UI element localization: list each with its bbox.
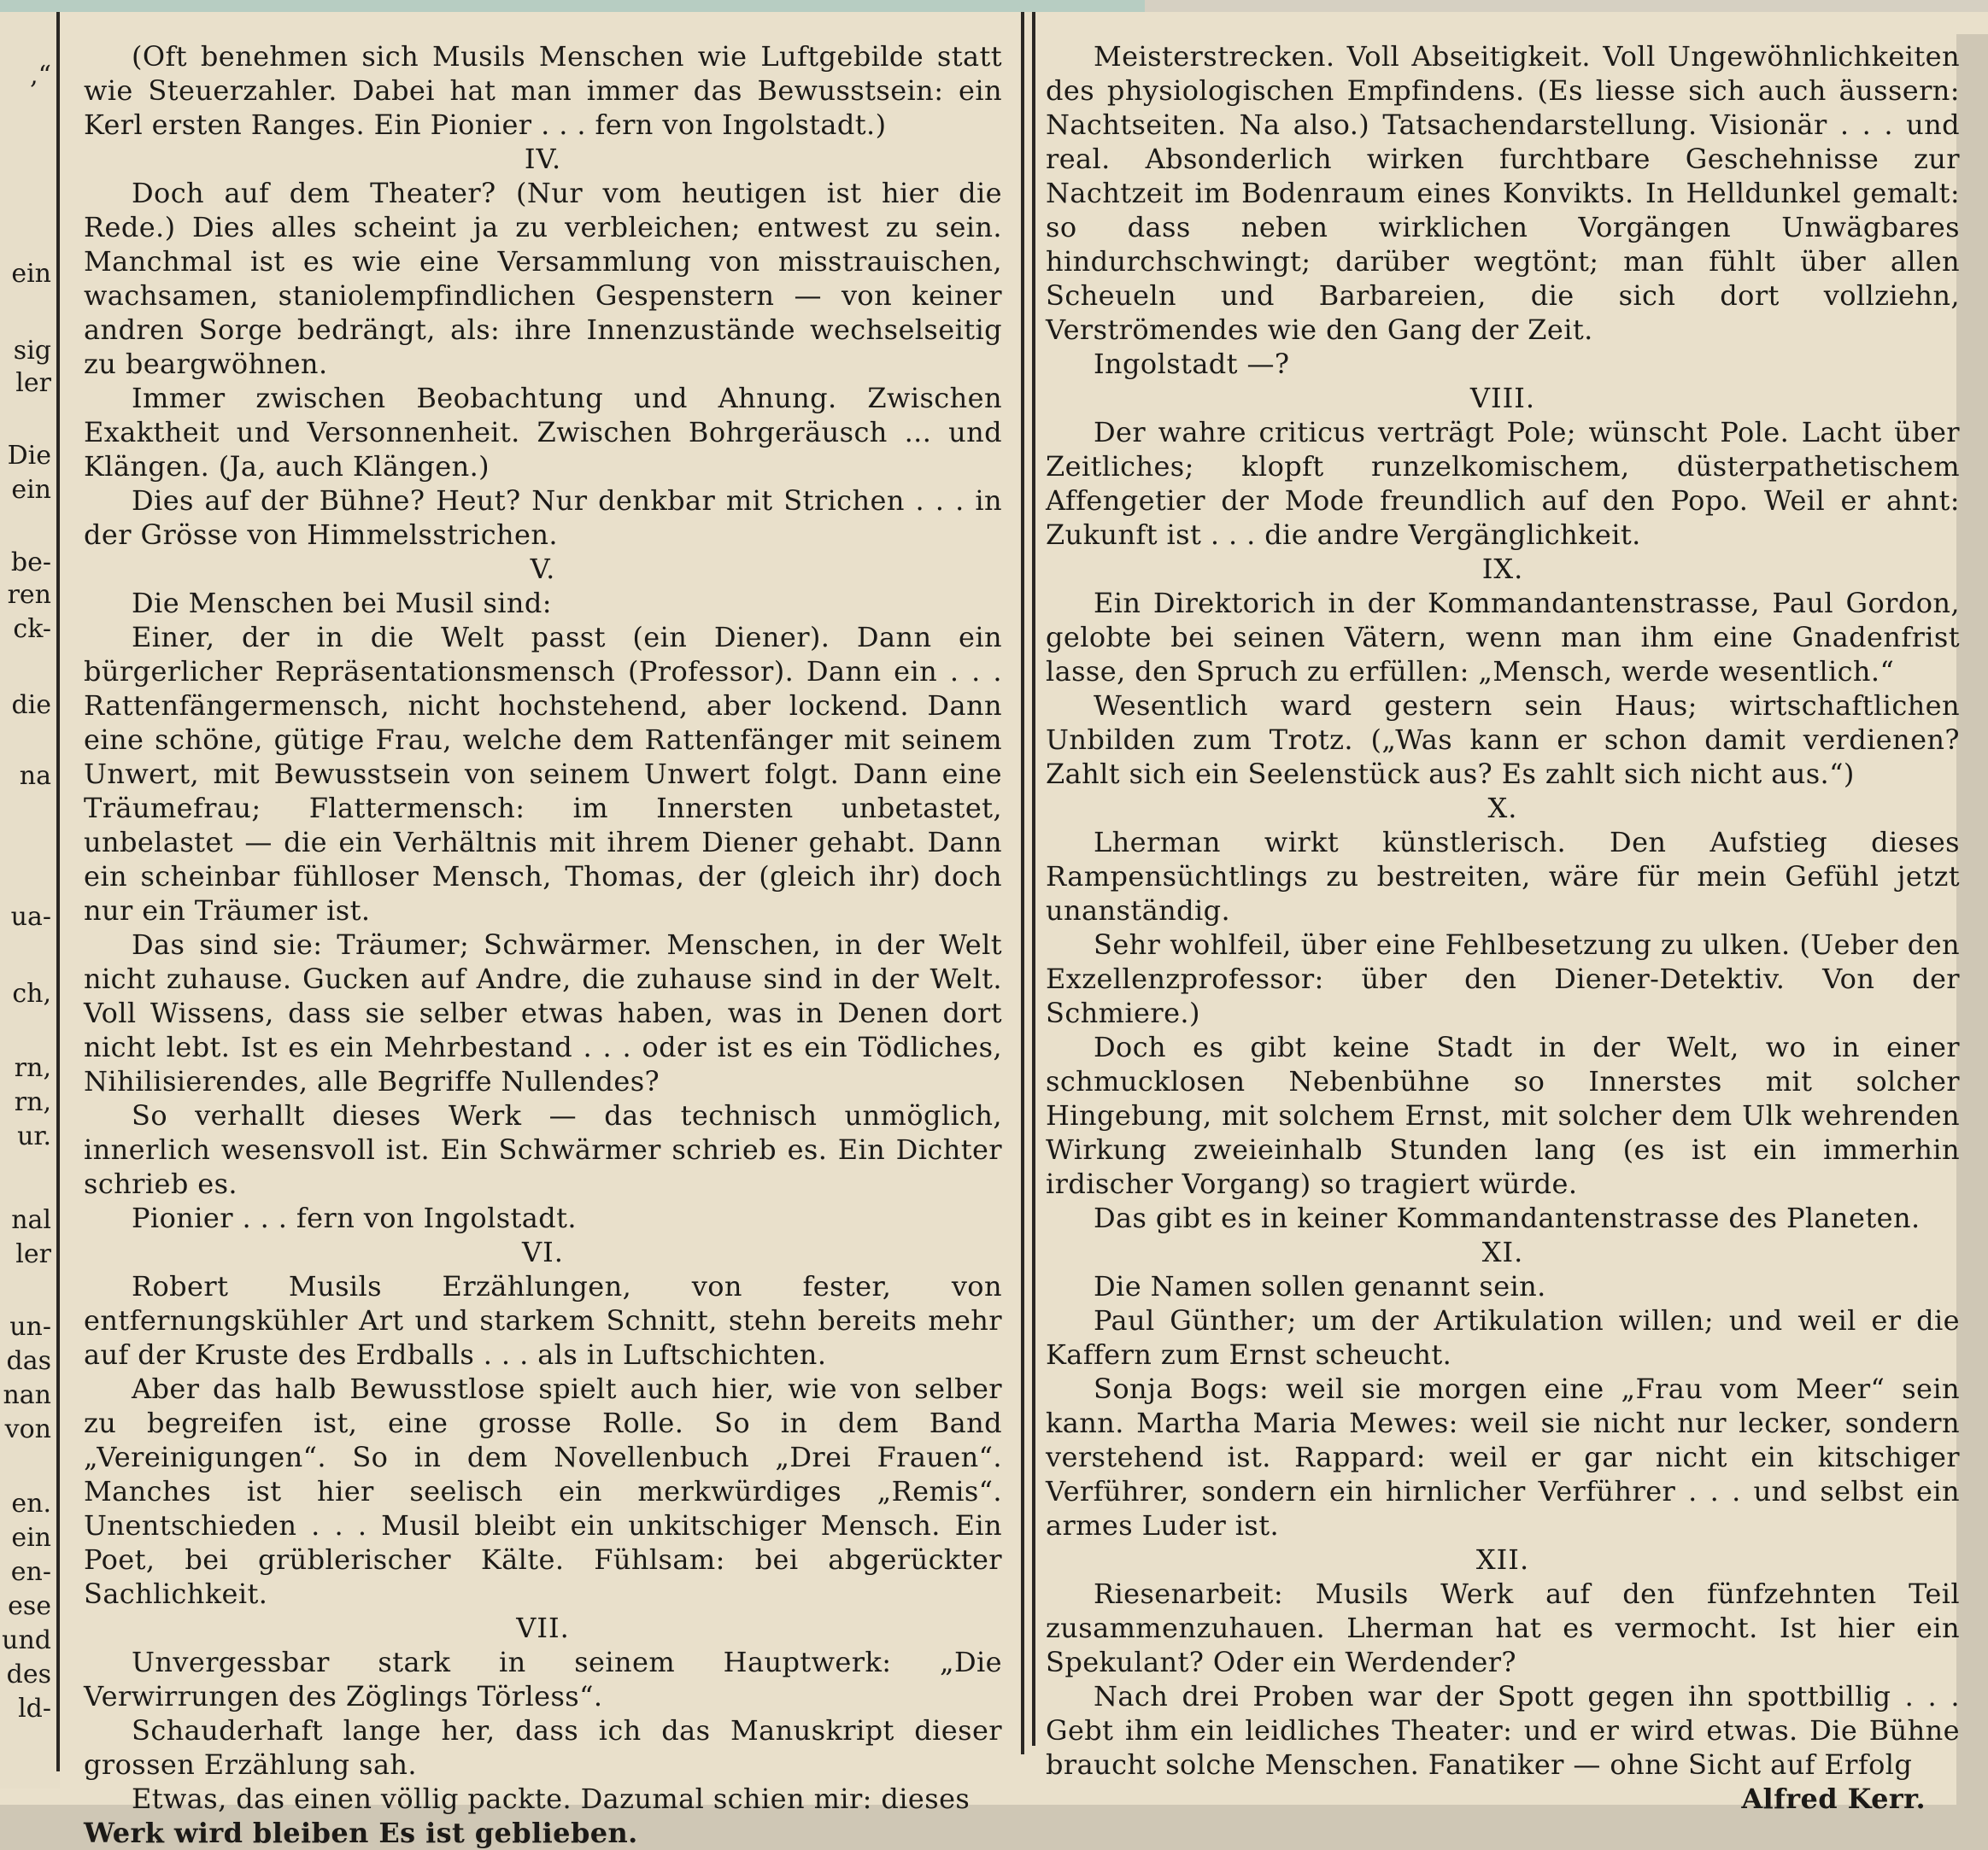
paragraph: Doch auf dem Theater? (Nur vom heutigen ist hier die Rede.) Dies alles scheint ja zu verbleichen; entwest zu sein. Manchmal ist es wie eine Versammlung von misstrauischen, wachsamen, staniolempfindlichen Gespenstern — von keiner andren Sorge bedrängt, als: ihre Innenzustände wechselseitig zu beargwöhnen. xyxy=(84,177,1002,380)
edge-fragment: un- xyxy=(9,1312,51,1342)
edge-fragment: sig xyxy=(13,336,51,366)
edge-fragment: rn, xyxy=(14,1087,51,1117)
paragraph: Das gibt es in keiner Kommandantenstrasse des Planeten. xyxy=(1094,1202,1921,1234)
article-column-left xyxy=(84,39,1002,1850)
edge-fragment: nal xyxy=(11,1205,51,1235)
paragraph: Doch es gibt keine Stadt in der Welt, wo in einer schmucklosen Nebenbühne so Innerstes mit solcher Hingebung, mit solchem Ernst, mit solcher dem Ulk wehrenden Wirkung zweieinhalb Stunden lang (es ist ein immerhin irdischer Vorgang) so tragiert würde. xyxy=(1046,1031,1960,1200)
column-rule-middle-2 xyxy=(1032,12,1035,1746)
edge-fragment: rn, xyxy=(14,1053,51,1083)
paragraph: Einer, der in die Welt passt (ein Diener). Dann ein bürgerlicher Repräsentationsmensch (Professor). Dann ein . . . Rattenfängermensch, nicht hochstehend, aber lockend. Dann eine schöne, gütige Frau, welche dem Rattenfänger mit seinem Unwert, mit Bewusstsein von seinem Unwert folgt. Dann eine Träumefrau; Flattermensch: im Innersten unbetastet, unbelastet — die ein Verhältnis mit ihrem Diener gehabt. Dann ein scheinbar fühlloser Mensch, Thomas, der (gleich ihr) doch nur ein Träumer ist. xyxy=(84,621,1002,927)
paragraph: Sehr wohlfeil, über eine Fehlbesetzung zu ulken. (Ueber den Exzellenzprofessor: über den Diener-Detektiv. Von der Schmiere.) xyxy=(1046,928,1960,1029)
edge-fragment: en. xyxy=(11,1489,51,1519)
paragraph: Werk wird bleiben Es ist geblieben. xyxy=(84,1817,638,1849)
edge-fragment: na xyxy=(19,761,51,791)
edge-fragment: ch, xyxy=(12,979,51,1009)
clipping-right-edge xyxy=(1956,34,1988,1805)
paragraph: Pionier . . . fern von Ingolstadt. xyxy=(132,1202,578,1234)
paragraph: Aber das halb Bewusstlose spielt auch hier, wie von selber zu begreifen ist, eine grosse Rolle. So in dem Band „Vereinigungen“. So in dem Novellenbuch „Drei Frauen“. Manches ist hier seelisch ein merkwürdiges „Remis“. Unentschieden . . . Musil bleibt ein unkitschiger Mensch. Ein Poet, bei grüblerischer Kälte. Fühlsam: bei abgerückter Sachlichkeit. xyxy=(84,1373,1002,1610)
paragraph: Ingolstadt —? xyxy=(1094,348,1290,380)
edge-fragment: des xyxy=(6,1660,51,1689)
article-column-right xyxy=(1046,39,1960,1816)
paragraph: Riesenarbeit: Musils Werk auf den fünfzehnten Teil zusammenzuhauen. Lherman hat es vermocht. Ist hier ein Spekulant? Oder ein Werdender? xyxy=(1046,1578,1960,1678)
paragraph: Paul Günther; um der Artikulation willen; und weil er die Kaffern zum Ernst scheucht. xyxy=(1046,1304,1960,1371)
edge-fragment: nan xyxy=(3,1380,51,1410)
edge-fragment: ese xyxy=(8,1591,51,1621)
section-heading: VI. xyxy=(522,1236,564,1268)
paragraph: Meisterstrecken. Voll Abseitigkeit. Voll Ungewöhnlichkeiten des physiologischen Empfindens. (Es liesse sich auch äussern: Nachtseiten. Na also.) Tatsachendarstellung. Visionär . . . und real. Absonderlich wirken furchtbare Geschehnisse zur Nachtzeit im Bodenraum eines Konvikts. In Helldunkel gemalt: so dass neben wirklichen Vorgängen Unwägbares hindurchschwingt; darüber wegtönt; man fühlt über allen Scheueln und Barbareien, die sich dort vollziehn, Verströmendes wie den Gang der Zeit. xyxy=(1046,40,1960,346)
paragraph: Etwas, das einen völlig packte. Dazumal schien mir: dieses xyxy=(132,1783,971,1815)
section-heading: VIII. xyxy=(1469,382,1536,414)
paragraph: Wesentlich ward gestern sein Haus; wirtschaftlichen Unbilden zum Trotz. („Was kann er schon damit verdienen? Zahlt sich ein Seelenstück aus? Es zahlt sich nicht aus.“) xyxy=(1046,689,1960,790)
section-heading: X. xyxy=(1487,792,1518,824)
paragraph: Immer zwischen Beobachtung und Ahnung. Zwischen Exaktheit und Versonnenheit. Zwischen Bohrgeräusch ... und Klängen. (Ja, auch Klängen.) xyxy=(84,382,1002,483)
paragraph: (Oft benehmen sich Musils Menschen wie Luftgebilde statt wie Steuerzahler. Dabei hat man immer das Bewusstsein: ein Kerl ersten Ranges. Ein Pionier . . . fern von Ingolstadt.) xyxy=(84,40,1002,141)
edge-fragment: ren xyxy=(7,580,51,610)
paragraph: Ein Direktorich in der Kommandantenstrasse, Paul Gordon, gelobte bei seinen Vätern, wenn man ihm eine Gnadenfrist lasse, den Spruch zu erfüllen: „Mensch, werde wesentlich.“ xyxy=(1046,587,1960,688)
paragraph: Robert Musils Erzählungen, von fester, von entfernungskühler Art und starkem Schnitt, stehn bereits mehr auf der Kruste des Erdballs . . . als in Luftschichten. xyxy=(84,1270,1002,1371)
column-rule-middle xyxy=(1021,12,1024,1754)
edge-fragment: en- xyxy=(10,1557,51,1587)
section-heading: IV. xyxy=(524,143,562,175)
section-heading: XI. xyxy=(1481,1236,1524,1268)
edge-fragment: ld- xyxy=(18,1694,51,1724)
paragraph: Nach drei Proben war der Spott gegen ihn spottbillig . . . Gebt ihm ein leidliches Theater: und er wird etwas. Die Bühne braucht solche Menschen. Fanatiker — ohne Sicht auf Erfolg xyxy=(1046,1680,1960,1781)
edge-fragment: ein xyxy=(11,1523,51,1553)
edge-fragment: die xyxy=(11,690,51,720)
edge-fragment: ler xyxy=(15,368,51,398)
edge-fragment: ler xyxy=(15,1239,51,1269)
paragraph: So verhallt dieses Werk — das technisch unmöglich, innerlich wesensvoll ist. Ein Schwärmer schrieb es. Ein Dichter schrieb es. xyxy=(84,1099,1002,1200)
edge-fragment: ua- xyxy=(10,902,51,932)
edge-fragment: ,“ xyxy=(30,61,51,91)
section-heading: V. xyxy=(530,553,556,585)
edge-fragment: ck- xyxy=(13,614,51,644)
section-heading: IX. xyxy=(1481,553,1524,585)
paragraph: Dies auf der Bühne? Heut? Nur denkbar mit Strichen . . . in der Grösse von Himmelsstrichen. xyxy=(84,484,1002,551)
section-heading: XII. xyxy=(1475,1543,1530,1576)
edge-fragment: be- xyxy=(10,547,51,577)
paragraph: Die Namen sollen genannt sein. xyxy=(1094,1270,1546,1303)
edge-fragment: das xyxy=(6,1346,51,1376)
paragraph: Unvergessbar stark in seinem Hauptwerk: „Die Verwirrungen des Zöglings Törless“. xyxy=(84,1646,1002,1712)
paragraph: Das sind sie: Träumer; Schwärmer. Menschen, in der Welt nicht zuhause. Gucken auf Andre, die zuhause sind in der Welt. Voll Wissens, dass sie selber etwas haben, was in Denen dort nicht lebt. Ist es ein Mehrbestand . . . oder ist es ein Tödliches, Nihilisierendes, alle Begriffe Nullendes? xyxy=(84,928,1002,1098)
author-signature: Alfred Kerr. xyxy=(1741,1783,1926,1815)
column-rule-left xyxy=(56,12,60,1771)
paragraph: Lherman wirkt künstlerisch. Den Aufstieg dieses Rampensüchtlings zu bestreiten, wäre für mein Gefühl jetzt unanständig. xyxy=(1046,826,1960,927)
paragraph: Die Menschen bei Musil sind: xyxy=(132,587,552,619)
paragraph: Der wahre criticus verträgt Pole; wünscht Pole. Lacht über Zeitliches; klopft runzelkomischem, düsterpathetischem Affengetier der Mode freundlich auf den Popo. Weil er ahnt: Zukunft ist . . . die andre Vergänglichkeit. xyxy=(1046,416,1960,551)
edge-fragment: und xyxy=(2,1625,51,1655)
edge-fragment: Die xyxy=(7,441,51,471)
edge-fragment: ein xyxy=(11,475,51,505)
paragraph: Schauderhaft lange her, dass ich das Manuskript dieser grossen Erzählung sah. xyxy=(84,1714,1002,1781)
section-heading: VII. xyxy=(516,1612,570,1644)
edge-fragment: ur. xyxy=(17,1121,51,1151)
paragraph: Sonja Bogs: weil sie morgen eine „Frau vom Meer“ sein kann. Martha Maria Mewes: weil sie nicht nur lecker, sondern verstehend ist. Rappard: weil er gar nicht ein kitschiger Verführer, sondern ein hirnlicher Verführer . . . und selbst ein armes Luder ist. xyxy=(1046,1373,1960,1542)
edge-fragment: von xyxy=(4,1414,51,1444)
edge-fragment: ein xyxy=(11,259,51,289)
